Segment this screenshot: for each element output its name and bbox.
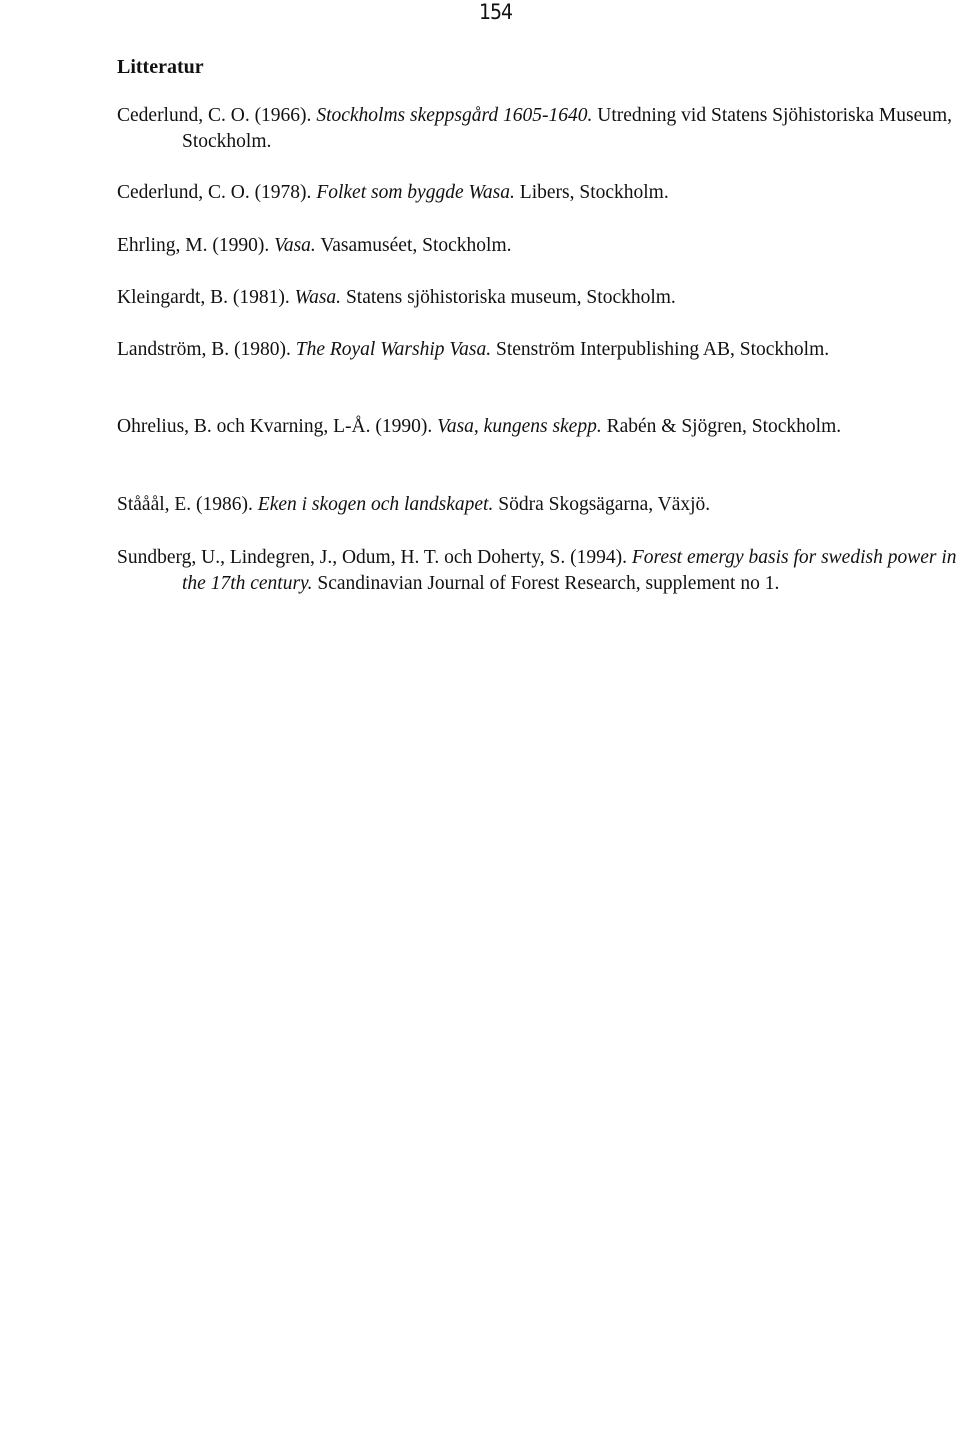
reference-author: Ehrling, M. (1990). bbox=[117, 235, 275, 256]
reference-author: Sundberg, U., Lindegren, J., Odum, H. T. och Doherty, S. (1994). bbox=[117, 547, 632, 568]
reference-title: Folket som byggde Wasa. bbox=[316, 182, 515, 203]
reference-publisher: Rabén & Sjögren, Stockholm. bbox=[601, 416, 842, 437]
reference-entry bbox=[117, 180, 960, 206]
reference-publisher: Statens sjöhistoriska museum, Stockholm. bbox=[341, 287, 676, 308]
reference-publisher: Scandinavian Journal of Forest Research, supplement no 1. bbox=[312, 573, 780, 594]
reference-publisher: Stenström Interpublishing AB, Stockholm. bbox=[491, 339, 830, 360]
reference-publisher: Vasamuséet, Stockholm. bbox=[315, 235, 512, 256]
section-heading: Litteratur bbox=[117, 56, 204, 78]
reference-title: Stockholms skeppsgård 1605-1640. bbox=[316, 105, 593, 126]
reference-author: Kleingardt, B. (1981). bbox=[117, 287, 295, 308]
page-number: 154 bbox=[479, 0, 513, 24]
reference-title: Wasa. bbox=[294, 287, 342, 308]
reference-author: Cederlund, C. O. (1966). bbox=[117, 105, 317, 126]
reference-title: Vasa, kungens skepp. bbox=[437, 416, 602, 437]
reference-author: Cederlund, C. O. (1978). bbox=[117, 182, 317, 203]
reference-entry bbox=[117, 233, 960, 259]
reference-entry bbox=[117, 414, 960, 440]
reference-publisher: Södra Skogsägarna, Växjö. bbox=[493, 494, 711, 515]
reference-entry bbox=[117, 492, 960, 518]
reference-title: Forest emergy basis for swedish power in the 17th century. bbox=[182, 547, 957, 594]
reference-author: Landström, B. (1980). bbox=[117, 339, 296, 360]
reference-entry bbox=[117, 545, 960, 597]
reference-publisher: Utredning vid Statens Sjöhistoriska Museum, Stockholm. bbox=[182, 105, 953, 152]
reference-entry bbox=[117, 285, 960, 311]
reference-author: Stååål, E. (1986). bbox=[117, 494, 258, 515]
reference-publisher: Libers, Stockholm. bbox=[514, 182, 669, 203]
reference-entry bbox=[117, 103, 960, 155]
reference-title: Eken i skogen och landskapet. bbox=[257, 494, 494, 515]
reference-entry bbox=[117, 337, 960, 363]
reference-title: Vasa. bbox=[274, 235, 316, 256]
reference-author: Ohrelius, B. och Kvarning, L-Å. (1990). bbox=[117, 416, 438, 437]
reference-title: The Royal Warship Vasa. bbox=[295, 339, 492, 360]
